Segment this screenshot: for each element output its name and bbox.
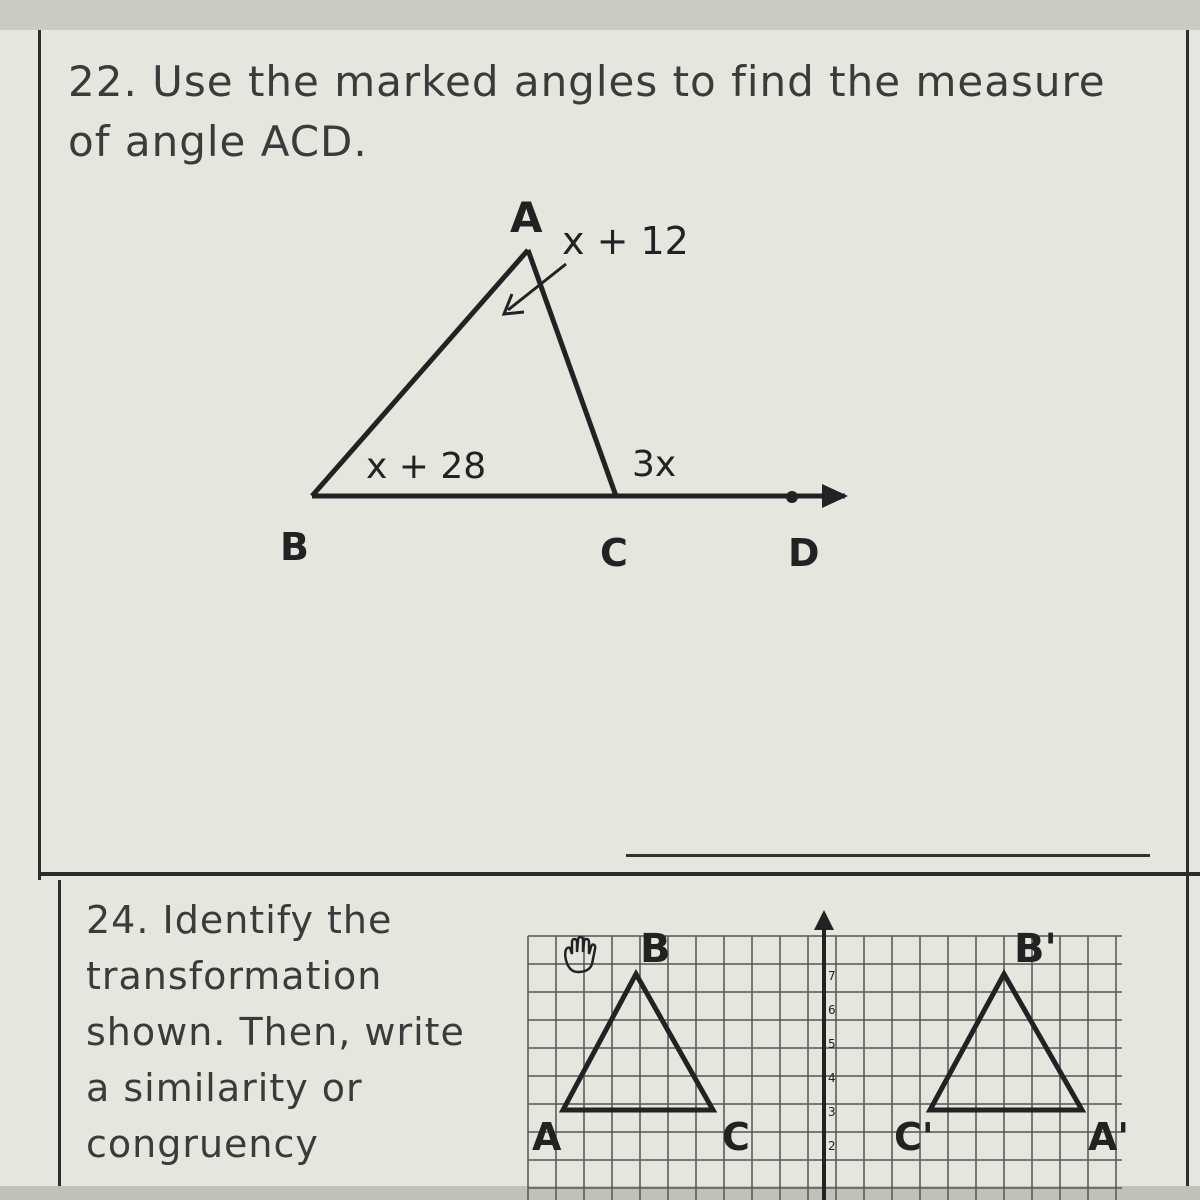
vertex-a-label: A	[510, 193, 543, 242]
question-24-line: shown. Then, write	[86, 1010, 465, 1054]
question-24-line: congruency	[86, 1122, 319, 1166]
question-24-line: 24. Identify the	[86, 898, 393, 942]
ray-arrowhead-icon	[822, 484, 848, 508]
y-axis-tick-label: 7	[828, 969, 836, 983]
question-24-line: transformation	[86, 954, 383, 998]
y-axis-tick-labels	[828, 969, 836, 1153]
y-axis-tick-label: 4	[828, 1071, 836, 1085]
right-triangle-right-label: A'	[1088, 1115, 1130, 1159]
triangle-image	[930, 974, 1082, 1110]
left-triangle-right-label: C	[722, 1115, 750, 1159]
triangle-abc-preimage	[563, 974, 713, 1110]
side-ac	[528, 250, 616, 496]
y-axis-tick-label: 2	[828, 1139, 836, 1153]
left-triangle-left-label: A	[532, 1115, 562, 1159]
right-triangle-left-label: C'	[894, 1115, 934, 1159]
question-24-line: a similarity or	[86, 1066, 363, 1110]
point-d-dot	[786, 491, 798, 503]
y-axis-arrow-icon	[814, 910, 834, 930]
angle-b-expression: x + 28	[366, 446, 487, 487]
hand-cursor-icon	[565, 937, 595, 972]
angle-acd-expression: 3x	[632, 444, 677, 485]
question-22-line-1: 22. Use the marked angles to find the measure	[68, 57, 1106, 106]
question-22-line-2: of angle ACD.	[68, 117, 368, 166]
right-triangle-top-label: B'	[1014, 926, 1057, 972]
y-axis-tick-label: 3	[828, 1105, 836, 1119]
vertex-c-label: C	[600, 531, 628, 575]
left-triangle-top-label: B	[640, 926, 671, 972]
y-axis-tick-label: 5	[828, 1037, 836, 1051]
vertex-b-label: B	[280, 525, 309, 569]
right-triangle	[930, 974, 1082, 1110]
vertex-d-label: D	[788, 531, 820, 575]
angle-a-expression: x + 12	[562, 219, 689, 263]
question-24-prompt	[86, 892, 506, 1172]
left-triangle	[563, 974, 713, 1110]
y-axis-tick-label: 6	[828, 1003, 836, 1017]
